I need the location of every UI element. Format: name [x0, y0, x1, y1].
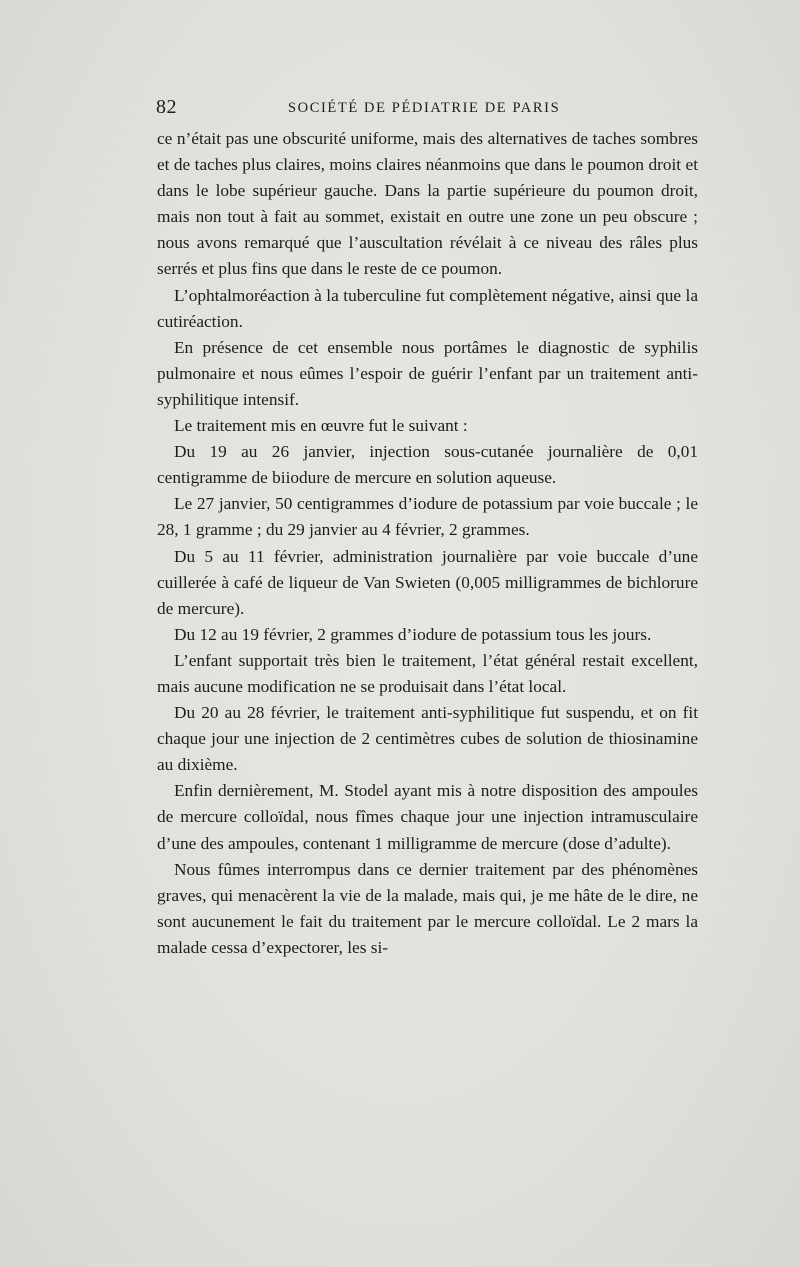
body-text: [157, 126, 698, 961]
paragraph: ce n’était pas une obscurité uniforme, mais des alternatives de taches sombres et de taches plus claires, moins claires néanmoins que dans le poumon droit et dans le lobe supérieur gauche. Dans la partie supérieure du poumon droit, mais non tout à fait au sommet, existait en outre une zone un peu obscure ; nous avons remarqué que l’auscultation révélait à ce niveau des râles plus serrés et plus fins que dans le reste de ce poumon.: [157, 129, 698, 279]
paragraph: L’ophtalmoréaction à la tuberculine fut complètement négative, ainsi que la cutiréaction.: [157, 285, 698, 331]
page-header: [156, 96, 698, 120]
paragraph: Nous fûmes interrompus dans ce dernier traitement par des phénomènes graves, qui menacèrent la vie de la malade, mais qui, je me hâte de le dire, ne sont aucunement le fait du traitement par le mercure colloïdal. Le 2 mars la malade cessa d’expectorer, les si-: [157, 859, 698, 957]
paragraph: Le 27 janvier, 50 centigrammes d’iodure de potassium par voie buccale ; le 28, 1 gramme ; du 29 janvier au 4 février, 2 grammes.: [157, 494, 698, 540]
running-title: SOCIÉTÉ DE PÉDIATRIE DE PARIS: [288, 100, 561, 116]
paragraph: Du 12 au 19 février, 2 grammes d’iodure de potassium tous les jours.: [174, 624, 652, 644]
paragraph: L’enfant supportait très bien le traitement, l’état général restait excellent, mais aucune modification ne se produisait dans l’état local.: [157, 650, 698, 696]
paragraph: Du 20 au 28 février, le traitement anti-syphilitique fut suspendu, et on fit chaque jour une injection de 2 centimètres cubes de solution de thiosinamine au dixième.: [157, 703, 698, 775]
paragraph: Le traitement mis en œuvre fut le suivant :: [174, 416, 468, 436]
paragraph: En présence de cet ensemble nous portâmes le diagnostic de syphilis pulmonaire et nous eûmes l’espoir de guérir l’enfant par un traitement anti-syphilitique intensif.: [157, 337, 698, 409]
page-number: 82: [156, 96, 177, 118]
paragraph: Du 19 au 26 janvier, injection sous-cutanée journalière de 0,01 centigramme de biiodure de mercure en solution aqueuse.: [157, 442, 698, 488]
paragraph: Du 5 au 11 février, administration journalière par voie buccale d’une cuillerée à café de liqueur de Van Swieten (0,005 milligrammes de bichlorure de mercure).: [157, 546, 698, 618]
paragraph: Enfin dernièrement, M. Stodel ayant mis à notre disposition des ampoules de mercure colloïdal, nous fîmes chaque jour une injection intramusculaire d’une des ampoules, contenant 1 milligramme de mercure (dose d’adulte).: [157, 781, 698, 853]
